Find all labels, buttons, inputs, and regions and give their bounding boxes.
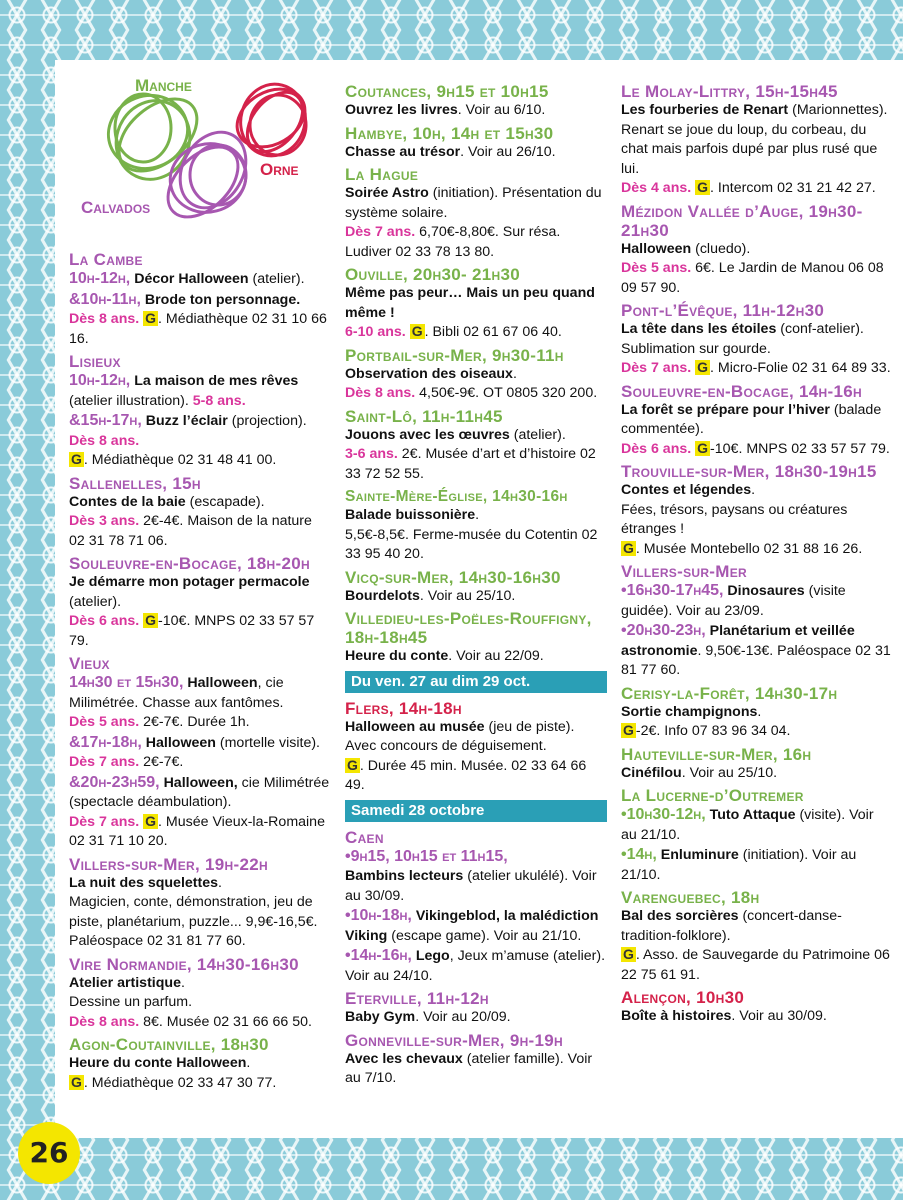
- event-info: 2€. Musée d’art et d’histoire 02 33 72 52 55.: [345, 446, 596, 482]
- event-place: Souleuvre-en-Bocage, 14h-16h: [621, 381, 862, 401]
- event-la-cambe: [69, 250, 331, 349]
- event-desc: (atelier).: [509, 426, 566, 443]
- event-title: Buzz l’éclair: [145, 413, 228, 429]
- event-place: Vieux: [69, 654, 110, 673]
- event-mezidon: [621, 202, 891, 299]
- event-hambye: [345, 124, 607, 163]
- event-desc: .: [218, 874, 222, 891]
- column-1: [69, 250, 331, 1096]
- event-souleuvre-2: [621, 382, 891, 460]
- event-title: Balade buissonière: [345, 507, 476, 523]
- event-title: Bambins lecteurs: [345, 868, 464, 884]
- event-desc: , Jeux m’amuse (atelier). Voir au 24/10.: [345, 948, 606, 984]
- event-place: Hambye, 10h, 14h et 15h30: [345, 123, 554, 143]
- event-portbail: [345, 346, 607, 404]
- event-info: 2€-7€.: [139, 754, 184, 770]
- event-info: 8€. Musée 02 31 66 66 50.: [139, 1013, 312, 1030]
- event-desc: (cluedo).: [691, 240, 751, 257]
- event-title: Sortie champignons: [621, 703, 758, 720]
- event-info: . Intercom 02 31 21 42 27.: [710, 180, 876, 196]
- event-vicq: [345, 568, 607, 607]
- event-info: -10€. MNPS 02 33 57 57 79.: [710, 440, 890, 457]
- event-desc: . Voir au 6/10.: [457, 102, 546, 118]
- event-villers-2: [621, 562, 891, 681]
- event-place: Flers, 14h-18h: [345, 698, 462, 718]
- event-time: •14h,: [621, 846, 657, 863]
- event-info: -10€. MNPS 02 33 57 57 79.: [69, 613, 315, 649]
- event-desc: (atelier famille). Voir au 7/10.: [345, 1050, 593, 1086]
- event-agon: [69, 1035, 331, 1093]
- event-place: Saint-Lô, 11h-11h45: [345, 406, 503, 426]
- age-label: Dès 8 ans.: [69, 1013, 140, 1030]
- event-desc: (balade commentée).: [621, 401, 882, 437]
- event-hauteville: [621, 745, 891, 784]
- event-desc: .: [475, 507, 480, 523]
- event-title: Brode ton personnage.: [144, 291, 301, 308]
- column-2: [345, 82, 607, 1092]
- event-desc: . 9,50€-13€. Paléospace 02 31 81 77 60.: [621, 642, 891, 678]
- event-desc: (atelier ukulélé). Voir au 30/09.: [345, 868, 597, 904]
- event-time: 10h-12h,: [69, 372, 131, 389]
- event-lisieux: [69, 352, 331, 471]
- event-title: Cinéfilou: [621, 764, 682, 781]
- event-desc: .: [246, 1055, 251, 1071]
- event-title: Lego: [415, 948, 450, 964]
- event-desc: Renart se joue du loup, du corbeau, du chat mais parfois dupé par plus rusé que lui.: [621, 121, 878, 177]
- event-cerisy: [621, 684, 891, 742]
- age-label: Dès 7 ans.: [621, 360, 692, 376]
- event-desc: (mortelle visite).: [215, 734, 320, 751]
- event-title: Contes et légendes: [621, 482, 752, 498]
- event-desc: (atelier).: [248, 271, 305, 287]
- event-place: Villers-sur-Mer: [621, 562, 747, 581]
- free-badge: G: [347, 756, 358, 773]
- event-time: &20h-23h59,: [69, 773, 160, 791]
- event-info: -2€. Info 07 83 96 34 04.: [635, 723, 791, 739]
- event-title: La maison de mes rêves: [134, 373, 299, 389]
- event-place: Portbail-sur-Mer, 9h30-11h: [345, 345, 564, 365]
- event-sainte-mere-eglise: [345, 487, 607, 565]
- event-title: Halloween: [621, 240, 692, 257]
- event-title: Halloween: [145, 734, 216, 751]
- event-la-hague: [345, 165, 607, 262]
- event-title: Les fourberies de Renart: [621, 102, 789, 118]
- free-badge: G: [71, 451, 82, 467]
- event-title: Décor Halloween: [134, 271, 249, 287]
- event-title: La tête dans les étoiles: [621, 321, 777, 337]
- event-title: La forêt se prépare pour l’hiver: [621, 401, 830, 418]
- event-souleuvre-1: [69, 554, 331, 651]
- event-info: 2€-4€. Maison de la nature 02 31 78 71 06.: [69, 513, 312, 549]
- event-title: Heure du conte: [345, 648, 449, 664]
- event-place: Souleuvre-en-Bocage, 18h-20h: [69, 554, 310, 573]
- age-label: Dès 7 ans.: [345, 224, 416, 240]
- event-villedieu: [345, 609, 607, 667]
- event-title: Baby Gym: [345, 1009, 416, 1025]
- event-place: Agon-Coutainville, 18h30: [69, 1035, 269, 1054]
- event-vire: [69, 955, 331, 1033]
- event-molay-littry: [621, 82, 891, 199]
- event-place: Hauteville-sur-Mer, 16h: [621, 744, 812, 764]
- event-desc: . Voir au 25/10.: [419, 587, 516, 604]
- age-label: Dès 4 ans.: [621, 180, 692, 196]
- event-place: La Cambe: [69, 250, 143, 269]
- event-desc: .: [512, 365, 517, 382]
- event-title: Je démarre mon potager permacole: [69, 574, 310, 590]
- event-title: Contes de la baie: [69, 493, 186, 510]
- event-info: 5,5€-8,5€. Ferme-musée du Cotentin 02 33 95 40 20.: [345, 526, 598, 562]
- event-desc: .: [751, 482, 756, 498]
- event-sallenelles: [69, 474, 331, 552]
- event-villers-1: [69, 855, 331, 952]
- event-time: •10h-18h,: [345, 907, 412, 924]
- free-badge: G: [71, 1073, 82, 1090]
- date-banner: Samedi 28 octobre: [345, 800, 607, 822]
- age-label: Dès 8 ans.: [345, 385, 416, 401]
- age-label: Dès 7 ans.: [69, 813, 140, 830]
- event-desc: (conf-atelier). Sublimation sur gourde.: [621, 321, 864, 357]
- event-title: Vikingeblod, la malédiction Viking: [345, 908, 599, 944]
- event-title: Observation des oiseaux: [345, 365, 513, 382]
- event-desc: .: [180, 974, 185, 991]
- event-title: La nuit des squelettes: [69, 874, 219, 891]
- free-badge: G: [623, 946, 634, 962]
- column-3: [621, 82, 891, 1030]
- event-place: Alençon, 10h30: [621, 988, 745, 1007]
- event-desc: (initiation). Présentation du système solaire.: [345, 185, 602, 221]
- event-place: La Hague: [345, 165, 419, 184]
- event-flers: [345, 699, 607, 796]
- age-label: 5-8 ans.: [192, 392, 246, 409]
- event-time: 10h-12h,: [69, 270, 131, 287]
- map-label-manche: Manche: [135, 76, 192, 95]
- event-time: •16h30-17h45,: [621, 582, 724, 599]
- event-title: Enluminure: [660, 847, 739, 863]
- event-title: Bal des sorcières: [621, 908, 739, 924]
- event-info: . Musée Montebello 02 31 88 16 26.: [635, 540, 863, 557]
- event-title: Dinosaures: [727, 583, 805, 599]
- event-varenguebec: [621, 888, 891, 985]
- event-title: Bourdelots: [345, 587, 420, 604]
- event-desc: (concert-danse-tradition-folklore).: [621, 908, 842, 944]
- event-place: Pont-l’Évêque, 11h-12h30: [621, 301, 825, 320]
- event-time: •9h15, 10h15 et 11h15,: [345, 847, 508, 865]
- event-time: •10h30-12h,: [621, 806, 706, 823]
- event-place: Vicq-sur-Mer, 14h30-16h30: [345, 567, 561, 587]
- age-label: Dès 8 ans.: [69, 311, 140, 327]
- event-gonneville: [345, 1031, 607, 1089]
- event-info: . Micro-Folie 02 31 64 89 33.: [710, 360, 891, 376]
- event-alencon: [621, 988, 891, 1027]
- event-place: Caen: [345, 827, 384, 847]
- event-info: . Musée Vieux-la-Romaine 02 31 71 10 20.: [69, 813, 325, 849]
- free-badge: G: [145, 310, 157, 326]
- event-title: Avec les chevaux: [345, 1050, 463, 1067]
- event-desc: (escape game). Voir au 21/10.: [387, 927, 582, 944]
- event-desc: .: [757, 703, 762, 720]
- event-info: . Médiathèque 02 31 48 41 00.: [83, 452, 277, 468]
- event-vieux: [69, 654, 331, 852]
- event-info: . Médiathèque 02 31 10 66 16.: [69, 311, 327, 347]
- event-place: Le Molay-Littry, 15h-15h45: [621, 82, 838, 101]
- event-time: &17h-18h,: [69, 733, 142, 751]
- event-info: 6,70€-8,80€. Sur résa. Ludiver 02 33 78 13 80.: [345, 224, 561, 260]
- event-title: Halloween,: [163, 774, 238, 791]
- free-badge: G: [697, 179, 709, 195]
- age-label: Dès 6 ans.: [69, 613, 140, 629]
- event-time: •14h-16h,: [345, 947, 412, 964]
- event-desc: . Voir au 25/10.: [681, 764, 778, 781]
- age-label: Dès 5 ans.: [69, 714, 140, 730]
- event-title: Chasse au trésor: [345, 143, 461, 160]
- age-label: Dès 3 ans.: [69, 513, 140, 529]
- event-trouville: [621, 462, 891, 559]
- age-label: Dès 5 ans.: [621, 260, 692, 276]
- event-info: . Asso. de Sauvegarde du Patrimoine 06 22 75 61 91.: [621, 947, 890, 983]
- event-place: Coutances, 9h15 et 10h15: [345, 82, 549, 101]
- event-desc: . Voir au 26/10.: [460, 143, 556, 160]
- event-place: Sallenelles, 15h: [69, 473, 201, 493]
- event-desc: (Marionnettes).: [788, 102, 888, 118]
- event-desc: (atelier illustration).: [69, 392, 193, 409]
- event-info: Magicien, conte, démonstration, jeu de piste, planétarium, puzzle... 9,9€-16,5€. Paléospace 02 31 81 77 60.: [69, 894, 318, 949]
- event-ouville: [345, 265, 607, 343]
- event-desc: (visite). Voir au 21/10.: [621, 807, 874, 843]
- event-desc: , cie Milimétrée. Chasse aux fantômes.: [69, 675, 284, 711]
- event-info: . Durée 45 min. Musée. 02 33 64 66 49.: [345, 757, 587, 793]
- event-time: &10h-11h,: [69, 290, 141, 308]
- event-desc: (escapade).: [185, 493, 265, 510]
- event-info: . Bibli 02 61 67 06 40.: [424, 324, 562, 340]
- free-badge: G: [697, 439, 709, 456]
- event-desc: . Voir au 20/09.: [415, 1009, 511, 1025]
- age-label: Dès 6 ans.: [621, 440, 692, 457]
- event-title: Heure du conte Halloween: [69, 1055, 247, 1071]
- event-desc: (initiation). Voir au 21/10.: [621, 847, 857, 883]
- event-place: La Lucerne-d’Outremer: [621, 786, 804, 805]
- event-place: Gonneville-sur-Mer, 9h-19h: [345, 1030, 563, 1050]
- event-desc: (jeu de piste). Avec concours de déguisement.: [345, 718, 575, 754]
- event-place: Cerisy-la-Forêt, 14h30-17h: [621, 683, 838, 703]
- region-map: [73, 70, 323, 240]
- event-place: Villedieu-les-Poëles-Rouffigny, 18h-18h45: [345, 609, 592, 647]
- age-label: Dès 7 ans.: [69, 754, 140, 770]
- event-info: 2€-7€. Durée 1h.: [139, 714, 250, 730]
- age-label: Dès 8 ans.: [69, 432, 140, 449]
- event-desc: . Voir au 30/09.: [731, 1008, 827, 1024]
- event-place: Villers-sur-Mer, 19h-22h: [69, 854, 268, 874]
- event-place: Trouville-sur-Mer, 18h30-19h15: [621, 462, 877, 481]
- event-desc: . Voir au 22/09.: [448, 648, 544, 664]
- event-place: Eterville, 11h-12h: [345, 989, 489, 1008]
- event-title: Soirée Astro: [345, 185, 429, 201]
- event-title: Boîte à histoires: [621, 1008, 732, 1024]
- event-la-lucerne: [621, 786, 891, 885]
- event-eterville: [345, 989, 607, 1028]
- event-desc: cie Milimétrée (spectacle déambulation).: [69, 774, 330, 810]
- event-pont-leveque: [621, 301, 891, 379]
- event-time: •20h30-23h,: [621, 622, 706, 639]
- event-place: Sainte-Mère-Église, 14h30-16h: [345, 488, 568, 505]
- event-title: Ouvrez les livres: [345, 102, 458, 118]
- free-badge: G: [145, 612, 157, 628]
- event-desc: (projection).: [227, 413, 307, 429]
- event-coutances: [345, 82, 607, 121]
- event-title: Tuto Attaque: [709, 807, 796, 823]
- free-badge: G: [697, 359, 709, 375]
- event-caen: [345, 828, 607, 987]
- event-desc: (atelier).: [69, 593, 122, 610]
- event-time: &15h-17h,: [69, 412, 142, 429]
- event-info: 6€. Le Jardin de Manou 06 08 09 57 90.: [621, 260, 884, 296]
- map-label-orne: Orne: [260, 160, 299, 179]
- free-badge: G: [145, 812, 157, 829]
- free-badge: G: [411, 323, 423, 339]
- event-title: Atelier artistique: [69, 974, 181, 991]
- map-label-calvados: Calvados: [81, 198, 151, 217]
- free-badge: G: [623, 722, 634, 738]
- event-title: Planétarium et veillée astronomie: [621, 623, 855, 659]
- free-badge: G: [623, 539, 634, 556]
- event-place: Lisieux: [69, 352, 121, 371]
- event-place: Varenguebec, 18h: [621, 888, 760, 907]
- event-place: Vire Normandie, 14h30-16h30: [69, 954, 299, 974]
- page-number: 26: [18, 1122, 80, 1184]
- event-place: Mézidon Vallée d’Auge, 19h30-21h30: [621, 201, 863, 240]
- event-title: Jouons avec les œuvres: [345, 426, 510, 443]
- event-desc: Fées, trésors, paysans ou créatures étranges !: [621, 501, 848, 537]
- age-label: 3-6 ans.: [345, 446, 398, 462]
- event-desc: Dessine un parfum.: [69, 994, 193, 1010]
- event-desc: (visite guidée). Voir au 23/09.: [621, 583, 846, 619]
- event-info: 4,50€-9€. OT 0805 320 200.: [415, 385, 598, 401]
- event-info: . Médiathèque 02 33 47 30 77.: [83, 1074, 277, 1091]
- event-time: 14h30 et 15h30,: [69, 674, 184, 691]
- event-place: Ouville, 20h30- 21h30: [345, 265, 520, 284]
- page-content: [55, 60, 903, 1138]
- age-label: 6-10 ans.: [345, 324, 406, 340]
- event-saint-lo: [345, 407, 607, 485]
- date-banner: Du ven. 27 au dim 29 oct.: [345, 671, 607, 693]
- event-title: Halloween: [187, 675, 258, 691]
- event-title: Même pas peur… Mais un peu quand même !: [345, 285, 595, 321]
- event-title: Halloween au musée: [345, 718, 485, 735]
